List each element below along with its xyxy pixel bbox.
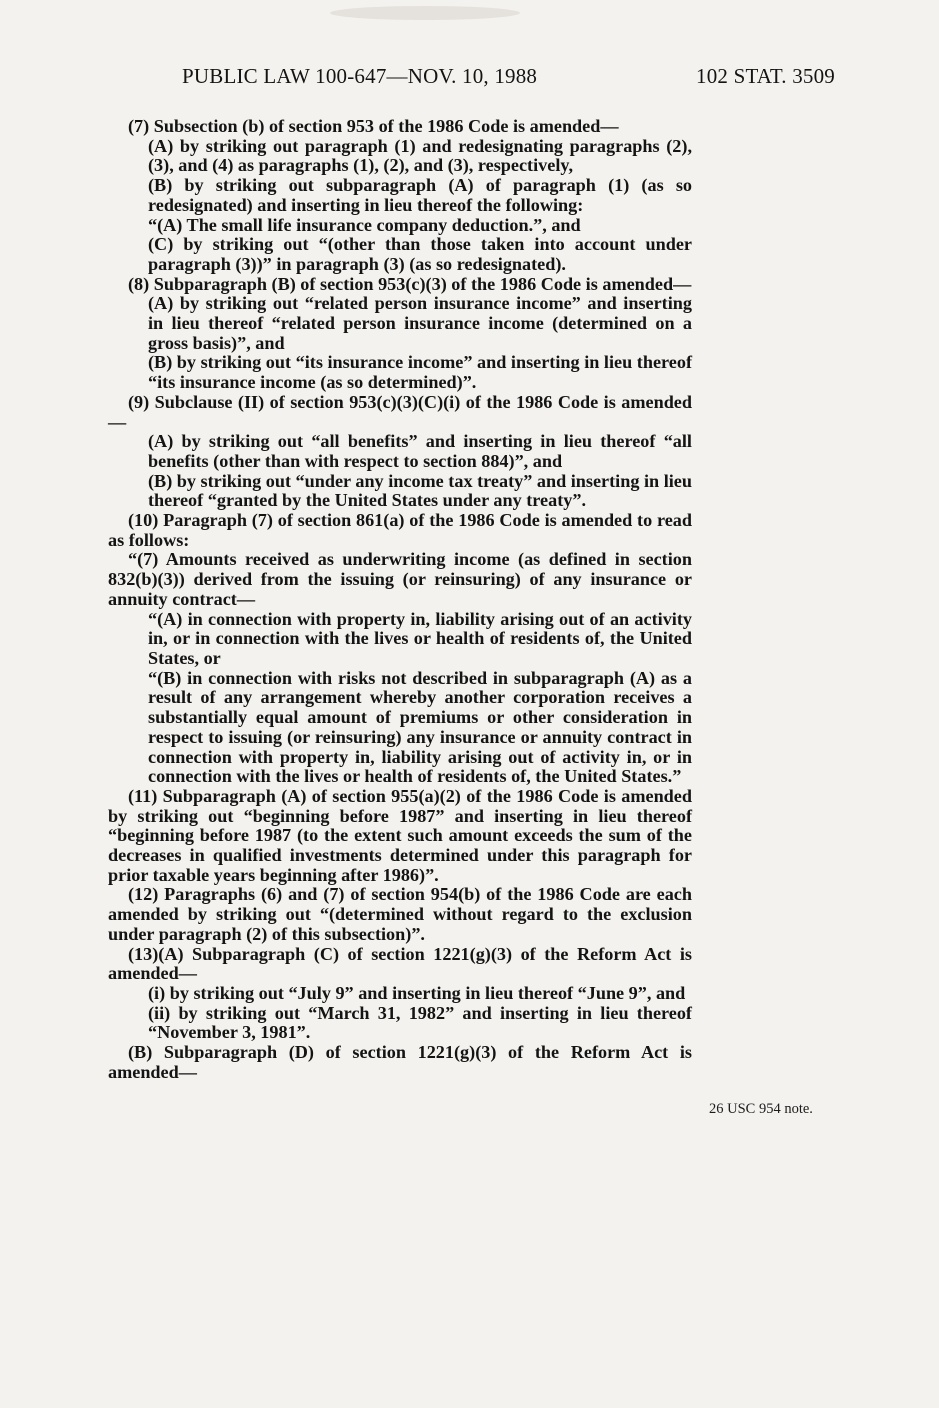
paragraph-9: (9) Subclause (II) of section 953(c)(3)(C)(i) of the 1986 Code is amended— bbox=[108, 391, 692, 432]
paragraph-10-quote-a: “(A) in connection with property in, liability arising out of an activity in, or in connection with the lives or health of residents of, the United States, or bbox=[148, 608, 692, 668]
paragraph-12: (12) Paragraphs (6) and (7) of section 954(b) of the 1986 Code are each amended by striking out “(determined without regard to the exclusion under paragraph (2) of this subsection)”. bbox=[108, 884, 692, 944]
paragraph-7-b: (B) by striking out subparagraph (A) of paragraph (1) (as so redesignated) and inserting in lieu thereof the following: bbox=[148, 175, 692, 215]
paragraph-13-a: (13)(A) Subparagraph (C) of section 1221(g)(3) of the Reform Act is amended— bbox=[108, 943, 692, 984]
paragraph-7: (7) Subsection (b) of section 953 of the 1986 Code is amended— bbox=[128, 116, 619, 136]
header-stat-citation: 102 STAT. 3509 bbox=[696, 64, 835, 88]
paragraph-7-c: (C) by striking out “(other than those taken into account under paragraph (3))” in paragraph (3) (as so redesignated). bbox=[148, 234, 692, 274]
paragraph-10-quote-b: “(B) in connection with risks not described in subparagraph (A) as a result of any arrangement whereby another corporation receives a substantially equal amount of premiums or other consideration in respect to issuing (or reinsuring) any insurance or annuity contract in connection with property in, liability arising out of activity in, or in connection with the lives or health of residents of, the United States.” bbox=[148, 667, 692, 787]
paragraph-7-a: (A) by striking out paragraph (1) and redesignating paragraphs (2), (3), and (4) as paragraphs (1), (2), and (3), respectively, bbox=[148, 135, 692, 176]
paragraph-8-a: (A) by striking out “related person insurance income” and inserting in lieu thereof “related person insurance income (determined on a gross basis)”, and bbox=[148, 293, 692, 353]
scan-artifact bbox=[330, 6, 520, 20]
paragraph-8: (8) Subparagraph (B) of section 953(c)(3) of the 1986 Code is amended— bbox=[128, 273, 692, 294]
paragraph-10-quote: “(7) Amounts received as underwriting income (as defined in section 832(b)(3)) derived from the issuing (or reinsuring) of any insurance or annuity contract— bbox=[108, 549, 692, 609]
paragraph-13-a-i: (i) by striking out “July 9” and inserting in lieu thereof “June 9”, and bbox=[148, 982, 686, 1003]
paragraph-9-a: (A) by striking out “all benefits” and inserting in lieu thereof “all benefits (other than with respect to section 884)”, and bbox=[148, 431, 692, 471]
paragraph-9-b: (B) by striking out “under any income tax treaty” and inserting in lieu thereof “granted by the United States under any treaty”. bbox=[148, 470, 692, 511]
margin-note: 26 USC 954 note. bbox=[709, 1101, 813, 1117]
paragraph-10: (10) Paragraph (7) of section 861(a) of the 1986 Code is amended to read as follows: bbox=[108, 510, 692, 550]
paragraph-13-a-ii: (ii) by striking out “March 31, 1982” and inserting in lieu thereof “November 3, 1981”. bbox=[148, 1002, 692, 1043]
paragraph-11: (11) Subparagraph (A) of section 955(a)(2) of the 1986 Code is amended by striking out “beginning before 1987” and inserting in lieu thereof “beginning before 1987 (to the extent such amount exceeds the sum of the decreases in qualified investments determined under this paragraph for prior taxable years beginning after 1986)”. bbox=[108, 785, 692, 885]
paragraph-7-b-quote: “(A) The small life insurance company deduction.”, and bbox=[148, 214, 581, 235]
document-body bbox=[108, 117, 692, 1082]
paragraph-8-b: (B) by striking out “its insurance income” and inserting in lieu thereof “its insurance income (as so determined)”. bbox=[148, 352, 692, 393]
paragraph-13-b: (B) Subparagraph (D) of section 1221(g)(3) of the Reform Act is amended— bbox=[108, 1042, 692, 1082]
header-title: PUBLIC LAW 100-647—NOV. 10, 1988 bbox=[182, 64, 538, 88]
